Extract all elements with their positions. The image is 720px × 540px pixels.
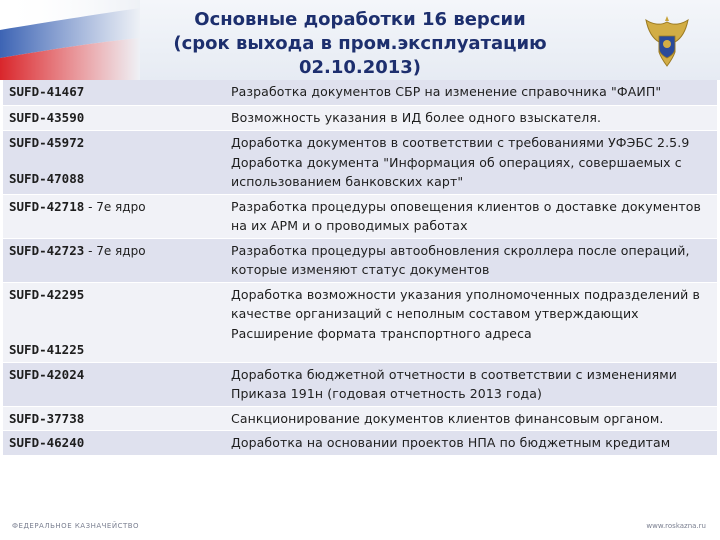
table-row — [3, 194, 717, 238]
task-id: SUFD-37738 — [9, 410, 85, 426]
treasury-emblem-icon — [642, 12, 692, 70]
task-description: Санкционирование документов клиентов финансовым органом. — [225, 406, 717, 431]
task-id: SUFD-45972 — [9, 135, 85, 150]
improvements-table — [3, 80, 717, 456]
task-id: SUFD-42295 — [9, 286, 85, 302]
task-id-cell — [3, 80, 225, 105]
task-description-text: Расширение формата транспортного адреса — [231, 325, 532, 341]
task-description-text: Доработка документа "Информация об операциях, совершаемых с использованием банковских карт" — [231, 154, 682, 189]
task-description — [225, 131, 717, 195]
slide-title — [150, 8, 570, 80]
task-id: SUFD-42718 — [9, 198, 85, 214]
task-description — [225, 282, 717, 362]
title-line-3: 02.10.2013) — [298, 57, 422, 78]
task-id: SUFD-42723 — [9, 242, 85, 258]
table-row — [3, 431, 717, 456]
slide-header — [0, 0, 720, 80]
slide-footer — [0, 516, 720, 540]
table-row — [3, 406, 717, 431]
task-id-cell — [3, 431, 225, 456]
task-description: Доработка на основании проектов НПА по бюджетным кредитам — [225, 431, 717, 456]
task-id: SUFD-42024 — [9, 366, 85, 382]
task-description-text: Доработка возможности указания уполномоченных подразделений в качестве организаций с неполным составом утверждающих — [231, 286, 700, 321]
task-id: SUFD-41467 — [9, 84, 85, 99]
task-id: SUFD-41225 — [9, 342, 85, 357]
task-id-cell — [3, 105, 225, 131]
table-row — [3, 131, 717, 195]
title-line-1: Основные доработки 16 версии — [194, 9, 526, 30]
task-id: SUFD-43590 — [9, 109, 85, 125]
russian-flag-graphic — [0, 0, 140, 80]
task-core-note: - 7е ядро — [84, 199, 146, 214]
task-id-cell — [3, 238, 225, 282]
task-description: Возможность указания в ИД более одного взыскателя. — [225, 105, 717, 131]
footer-website: www.roskazna.ru — [646, 522, 706, 530]
task-id-cell — [3, 194, 225, 238]
table-row — [3, 362, 717, 406]
task-id: SUFD-47088 — [9, 170, 85, 186]
title-line-2: (срок выхода в пром.эксплуатацию — [173, 33, 547, 54]
table-row — [3, 238, 717, 282]
task-core-note: - 7е ядро — [84, 243, 146, 258]
task-id-cell — [3, 282, 225, 362]
task-id-cell — [3, 362, 225, 406]
footer-organization: ФЕДЕРАЛЬНОЕ КАЗНАЧЕЙСТВО — [12, 522, 140, 530]
task-description: Разработка процедуры оповещения клиентов о доставке документов на их АРМ и о проводимых работах — [225, 194, 717, 238]
task-id-cell — [3, 131, 225, 195]
table-row — [3, 105, 717, 131]
table-row — [3, 282, 717, 362]
task-description: Разработка документов СБР на изменение справочника "ФАИП" — [225, 80, 717, 105]
task-id: SUFD-46240 — [9, 435, 85, 450]
table-row — [3, 80, 717, 105]
task-id-cell — [3, 406, 225, 431]
task-description: Доработка бюджетной отчетности в соответствии с изменениями Приказа 191н (годовая отчетность 2013 года) — [225, 362, 717, 406]
task-description: Разработка процедуры автообновления скроллера после операций, которые изменяют статус документов — [225, 238, 717, 282]
task-description-text: Доработка документов в соответствии с требованиями УФЭБС 2.5.9 — [231, 135, 690, 150]
